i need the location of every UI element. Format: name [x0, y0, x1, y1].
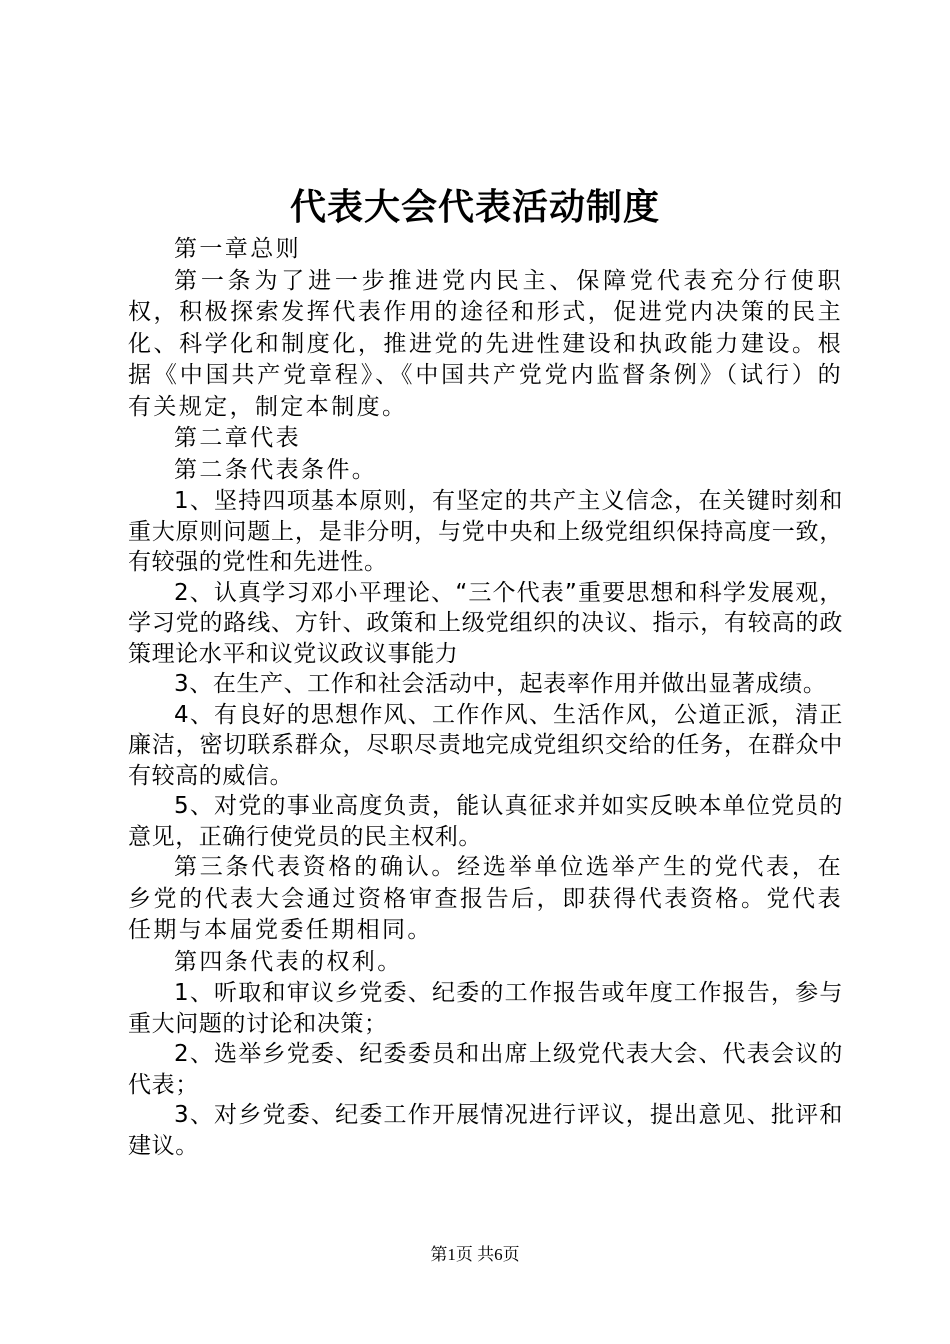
article-paragraph: 第一条为了进一步推进党内民主、保障党代表充分行使职权，积极探索发挥代表作用的途径和形式，促进党内决策的民主化、科学化和制度化，推进党的先进性建设和执政能力建设。根据《中国共产党章程》、《中国共产党党内监督条例》（试行）的有关规定，制定本制度。: [128, 267, 843, 420]
list-item-paragraph: 3、在生产、工作和社会活动中，起表率作用并做出显著成绩。: [174, 671, 827, 697]
list-item-paragraph: 1、听取和审议乡党委、纪委的工作报告或年度工作报告，参与重大问题的讨论和决策；: [128, 980, 843, 1037]
chapter-heading: 第二章代表: [174, 425, 301, 451]
chapter-heading: 第一章总则: [174, 236, 301, 262]
document-body: [128, 234, 843, 1161]
list-item-paragraph: 5、对党的事业高度负责，能认真征求并如实反映本单位党员的意见，正确行使党员的民主权利。: [128, 793, 843, 850]
article-paragraph: 第三条代表资格的确认。经选举单位选举产生的党代表，在乡党的代表大会通过资格审查报告后，即获得代表资格。党代表任期与本届党委任期相同。: [128, 854, 843, 943]
article-paragraph: 第二条代表条件。: [174, 456, 378, 483]
document-title: 代表大会代表活动制度: [289, 186, 660, 228]
list-item-paragraph: 3、对乡党委、纪委工作开展情况进行评议，提出意见、批评和建议。: [128, 1102, 843, 1159]
page-footer: 第1页 共6页: [430, 1245, 520, 1264]
list-item-paragraph: 1、坚持四项基本原则，有坚定的共产主义信念，在关键时刻和重大原则问题上，是非分明，与党中央和上级党组织保持高度一致，有较强的党性和先进性。: [128, 488, 843, 575]
list-item-paragraph: 2、选举乡党委、纪委委员和出席上级党代表大会、代表会议的代表；: [128, 1041, 843, 1098]
list-item-paragraph: 4、有良好的思想作风、工作作风、生活作风，公道正派，清正廉洁，密切联系群众，尽职尽责地完成党组织交给的任务，在群众中有较高的威信。: [128, 701, 843, 789]
article-paragraph: 第四条代表的权利。: [174, 948, 403, 975]
list-item-paragraph: 2、认真学习邓小平理论、“三个代表”重要思想和科学发展观，学习党的路线、方针、政策和上级党组织的决议、指示，有较高的政策理论水平和议党议政议事能力: [128, 579, 843, 667]
